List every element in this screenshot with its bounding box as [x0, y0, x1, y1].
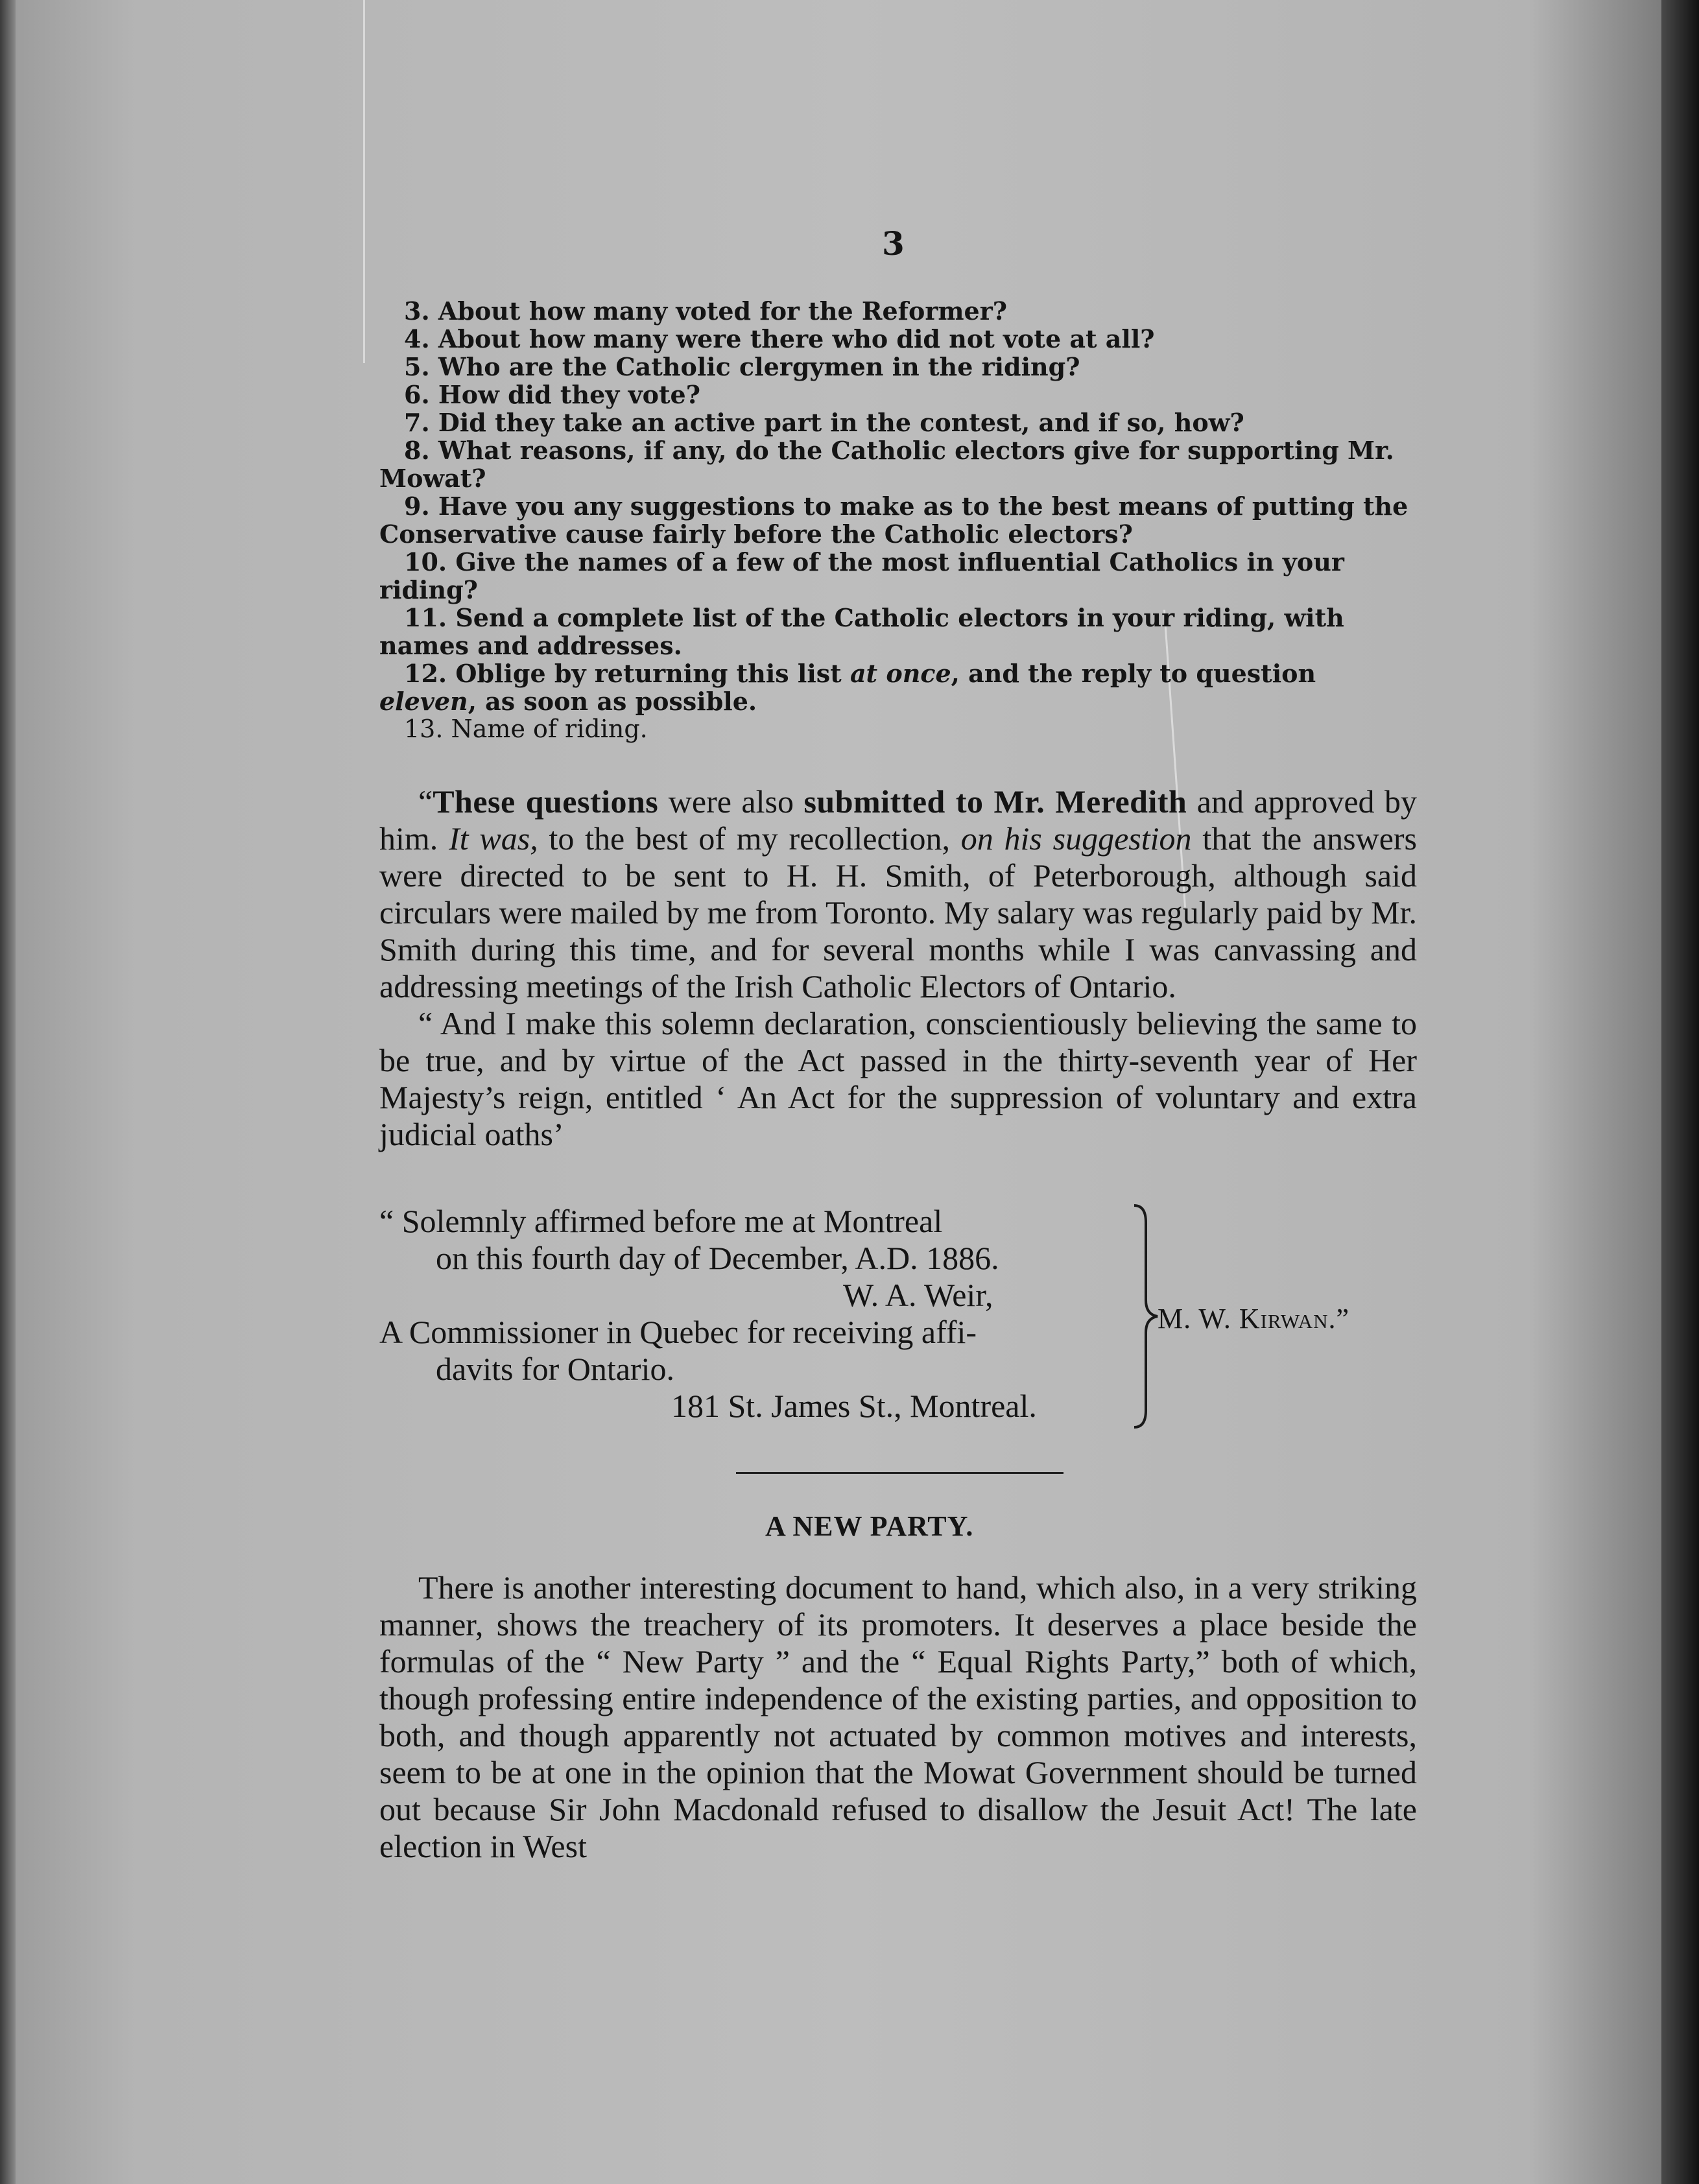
question-item: 3. About how many voted for the Reformer?	[404, 296, 1008, 326]
question-item: 7. Did they take an active part in the contest, and if so, how?	[404, 408, 1244, 437]
question-item: 5. Who are the Catholic clergymen in the riding?	[404, 352, 1080, 381]
curly-brace	[1130, 1203, 1161, 1430]
question-list	[379, 297, 1417, 743]
section-divider	[736, 1472, 1063, 1474]
body-text	[379, 1569, 1417, 1865]
question-item: 13. Name of riding.	[404, 715, 648, 743]
page-number: 3	[882, 224, 905, 263]
question-item: 4. About how many were there who did not vote at all?	[404, 324, 1155, 353]
commissioner-address: 181 St. James St., Montreal.	[671, 1388, 1037, 1424]
scan-right-edge	[1661, 0, 1699, 2184]
declaration-paragraph: “These questions were also submitted to Mr. Meredith and approved by him. It was, to the best of my recollection, on his suggestion that the answers were directed to be sent to H. H. Smith, of Peterborough, although said circulars were mailed by me from Toronto. My salary was regularly paid by Mr. Smith during this time, and for several months while I was canvassing and addressing meetings of the Irish Catholic Electors of Ontario.	[379, 783, 1418, 1004]
declaration-paragraph: “ And I make this solemn declaration, conscientiously believing the same to be true, and by virtue of the Act passed in the thirty-seventh year of Her Majesty’s reign, entitled ‘ An Act for the suppression of voluntary and extra judicial oaths’	[379, 1005, 1417, 1152]
question-item: 9. Have you any suggestions to make as to the best means of putting the Conservative cause fairly before the Catholic electors?	[379, 492, 1408, 549]
scan-left-edge	[0, 0, 16, 2184]
question-item: 12. Oblige by returning this list at once, and the reply to question eleven, as soon as possible.	[379, 659, 1316, 716]
film-scratch	[363, 0, 365, 363]
signer-name: M. W. Kirwan.”	[1158, 1303, 1350, 1335]
question-item: 10. Give the names of a few of the most influential Catholics in your riding?	[379, 547, 1344, 604]
section-title: A NEW PARTY.	[765, 1510, 974, 1542]
affirmation-line: A Commissioner in Quebec for receiving affi-	[379, 1314, 977, 1350]
affirmation-line: on this fourth day of December, A.D. 1886.	[436, 1240, 999, 1276]
question-item: 6. How did they vote?	[404, 380, 700, 409]
question-item: 8. What reasons, if any, do the Catholic electors give for supporting Mr. Mowat?	[379, 436, 1394, 493]
commissioner-name: W. A. Weir,	[843, 1277, 993, 1313]
declaration	[379, 783, 1417, 1153]
body-paragraph: There is another interesting document to hand, which also, in a very striking manner, shows the treachery of its promoters. It deserves a place beside the formulas of the “ New Party ” and the “ Equal Rights Party,” both of which, though professing entire independence of the existing parties, and opposition to both, and though apparently not actuated by common motives and interests, seem to be at one in the opinion that the Mowat Government should be turned out because Sir John Macdonald refused to disallow the Jesuit Act! The late election in West	[379, 1569, 1417, 1864]
affirmation-block	[379, 1203, 1417, 1436]
affirmation-line: davits for Ontario.	[436, 1351, 674, 1387]
question-item: 11. Send a complete list of the Catholic electors in your riding, with names and addresses.	[379, 603, 1344, 660]
affirmation-line: “ Solemnly affirmed before me at Montreal	[379, 1203, 943, 1239]
affirmation-text	[379, 1203, 1125, 1425]
